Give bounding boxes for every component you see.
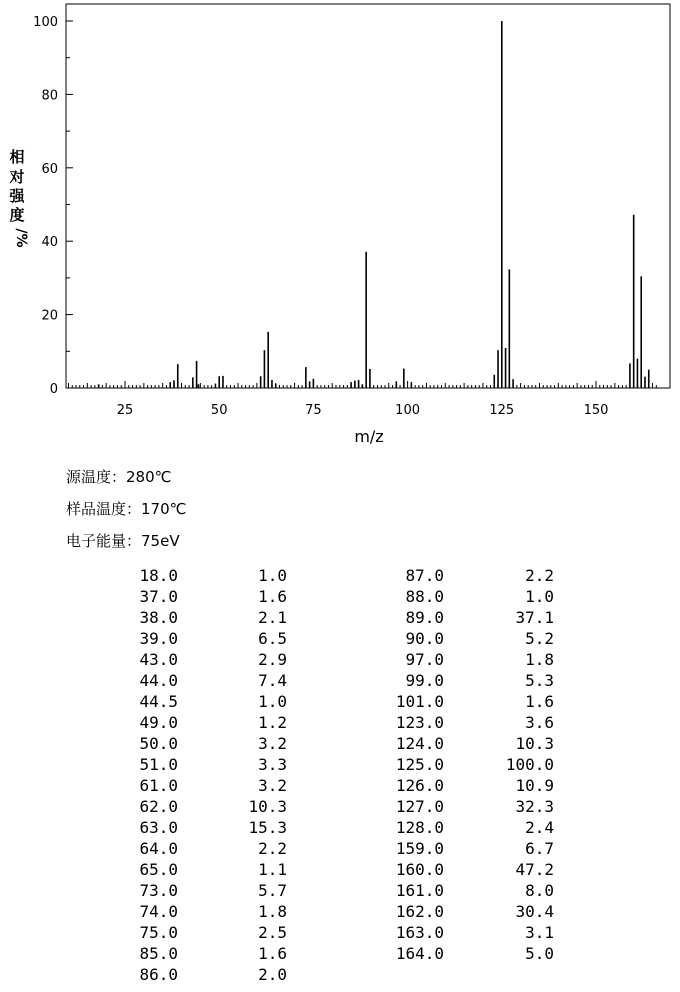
table-mz-cell: 74.0 — [139, 902, 178, 921]
table-intensity-cell: 10.9 — [515, 776, 554, 795]
chart-ticks — [33, 15, 656, 418]
table-mz-cell: 163.0 — [395, 923, 444, 942]
table-intensity-cell: 3.2 — [258, 734, 287, 753]
table-mz-cell: 38.0 — [139, 608, 178, 627]
table-intensity-cell: 30.4 — [515, 902, 554, 921]
table-intensity-cell: 3.2 — [258, 776, 287, 795]
table-intensity-cell: 5.7 — [258, 881, 287, 900]
table-mz-cell: 88.0 — [405, 587, 444, 606]
table-intensity-cell: 1.6 — [258, 944, 287, 963]
table-mz-cell: 62.0 — [139, 797, 178, 816]
table-mz-cell: 73.0 — [139, 881, 178, 900]
table-mz-cell: 75.0 — [139, 923, 178, 942]
table-mz-cell: 43.0 — [139, 650, 178, 669]
table-mz-cell: 50.0 — [139, 734, 178, 753]
table-intensity-cell: 1.0 — [258, 566, 287, 585]
electron-energy: 电子能量：75eV — [66, 532, 180, 550]
table-intensity-cell: 47.2 — [515, 860, 554, 879]
table-intensity-cell: 10.3 — [248, 797, 287, 816]
table-mz-cell: 160.0 — [395, 860, 444, 879]
table-mz-cell: 126.0 — [395, 776, 444, 795]
peak-table — [0, 565, 680, 992]
table-mz-cell: 124.0 — [395, 734, 444, 753]
table-mz-cell: 164.0 — [395, 944, 444, 963]
table-intensity-cell: 2.0 — [258, 965, 287, 984]
table-intensity-cell: 1.0 — [525, 587, 554, 606]
chart-axes — [66, 4, 670, 388]
table-intensity-cell: 2.2 — [525, 566, 554, 585]
x-tick-label: 125 — [489, 403, 515, 418]
table-intensity-cell: 3.3 — [258, 755, 287, 774]
y-tick-label: 40 — [41, 235, 58, 251]
table-intensity-cell: 15.3 — [248, 818, 287, 837]
x-tick-label: 75 — [305, 403, 322, 418]
table-intensity-cell: 2.4 — [525, 818, 554, 837]
x-tick-label: 100 — [395, 403, 421, 418]
source-temperature: 源温度：280℃ — [66, 468, 172, 486]
table-intensity-cell: 2.1 — [258, 608, 287, 627]
y-label-char: 强 — [9, 187, 25, 205]
table-intensity-cell: 5.0 — [525, 944, 554, 963]
y-tick-label: 20 — [41, 308, 58, 324]
table-mz-cell: 97.0 — [405, 650, 444, 669]
table-intensity-cell: 1.8 — [525, 650, 554, 669]
table-intensity-cell: 37.1 — [515, 608, 554, 627]
table-intensity-cell: 100.0 — [505, 755, 554, 774]
table-mz-cell: 87.0 — [405, 566, 444, 585]
table-mz-cell: 85.0 — [139, 944, 178, 963]
y-label-char: 度 — [9, 206, 25, 224]
y-axis-label — [8, 148, 29, 248]
table-mz-cell: 18.0 — [139, 566, 178, 585]
table-intensity-cell: 3.6 — [525, 713, 554, 732]
table-intensity-cell: 6.7 — [525, 839, 554, 858]
table-mz-cell: 65.0 — [139, 860, 178, 879]
table-mz-cell: 63.0 — [139, 818, 178, 837]
table-mz-cell: 49.0 — [139, 713, 178, 732]
table-mz-cell: 89.0 — [405, 608, 444, 627]
y-label-char: 相 — [9, 148, 25, 166]
table-mz-cell: 39.0 — [139, 629, 178, 648]
table-intensity-cell: 7.4 — [258, 671, 287, 690]
chart-peaks — [99, 21, 649, 388]
y-label-unit: /% — [13, 228, 29, 248]
y-tick-label: 100 — [33, 15, 58, 30]
table-mz-cell: 123.0 — [395, 713, 444, 732]
table-mz-cell: 99.0 — [405, 671, 444, 690]
table-intensity-cell: 2.9 — [258, 650, 287, 669]
y-tick-label: 80 — [41, 88, 58, 104]
table-mz-cell: 161.0 — [395, 881, 444, 900]
table-mz-cell: 51.0 — [139, 755, 178, 774]
y-tick-label: 60 — [41, 161, 58, 177]
table-mz-cell: 86.0 — [139, 965, 178, 984]
table-mz-cell: 61.0 — [139, 776, 178, 795]
table-intensity-cell: 10.3 — [515, 734, 554, 753]
table-mz-cell: 37.0 — [139, 587, 178, 606]
x-tick-label: 25 — [116, 403, 134, 418]
table-intensity-cell: 1.2 — [258, 713, 287, 732]
table-mz-cell: 44.5 — [139, 692, 178, 711]
table-mz-cell: 127.0 — [395, 797, 444, 816]
table-intensity-cell: 5.2 — [525, 629, 554, 648]
sample-temperature: 样品温度：170℃ — [66, 500, 187, 518]
table-intensity-cell: 1.1 — [258, 860, 287, 879]
table-intensity-cell: 1.8 — [258, 902, 287, 921]
table-intensity-cell: 3.1 — [525, 923, 554, 942]
y-label-char: 对 — [9, 168, 25, 186]
x-tick-label: 50 — [210, 403, 228, 418]
table-mz-cell: 162.0 — [395, 902, 444, 921]
table-intensity-cell: 2.2 — [258, 839, 287, 858]
table-mz-cell: 90.0 — [405, 629, 444, 648]
x-axis-label: m/z — [354, 427, 384, 446]
table-mz-cell: 159.0 — [395, 839, 444, 858]
table-mz-cell: 44.0 — [139, 671, 178, 690]
table-mz-cell: 128.0 — [395, 818, 444, 837]
table-intensity-cell: 8.0 — [525, 881, 554, 900]
mass-spectrum-chart — [0, 0, 680, 450]
table-mz-cell: 64.0 — [139, 839, 178, 858]
table-intensity-cell: 1.6 — [525, 692, 554, 711]
table-mz-cell: 125.0 — [395, 755, 444, 774]
table-intensity-cell: 1.0 — [258, 692, 287, 711]
table-mz-cell: 101.0 — [395, 692, 444, 711]
table-intensity-cell: 2.5 — [258, 923, 287, 942]
y-tick-label: 0 — [49, 382, 58, 397]
table-intensity-cell: 32.3 — [515, 797, 554, 816]
x-tick-label: 150 — [583, 403, 609, 418]
table-intensity-cell: 5.3 — [525, 671, 554, 690]
plot-frame — [66, 4, 670, 388]
table-intensity-cell: 1.6 — [258, 587, 287, 606]
table-intensity-cell: 6.5 — [258, 629, 287, 648]
